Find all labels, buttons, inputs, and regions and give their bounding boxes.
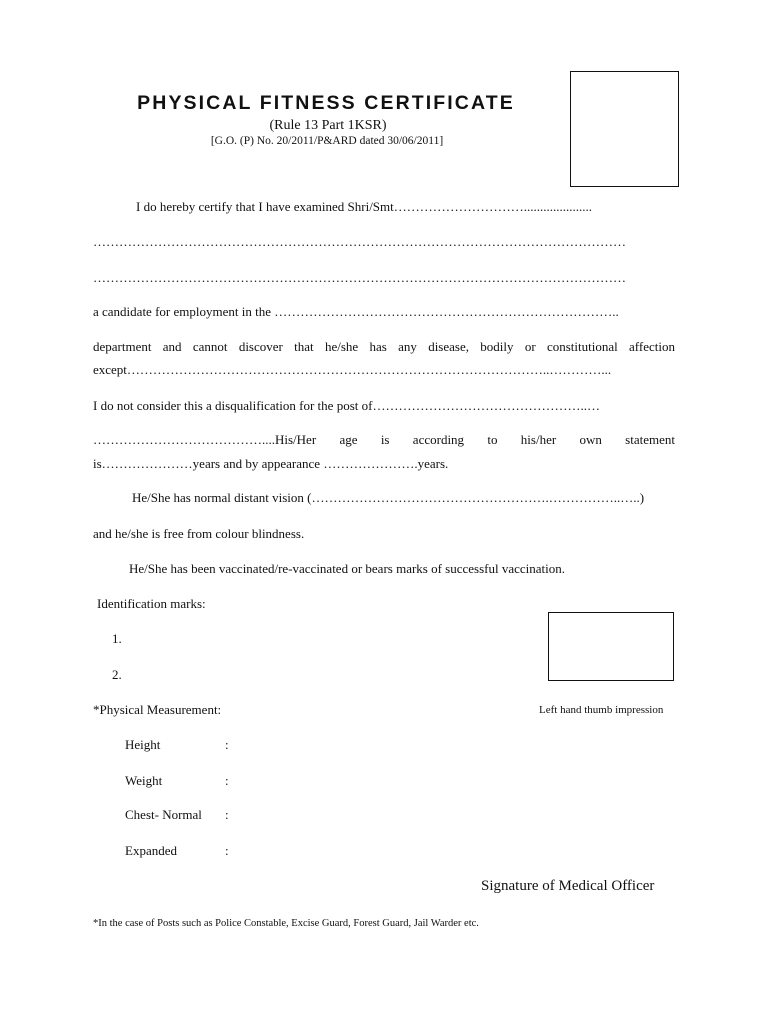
certificate-title: PHYSICAL FITNESS CERTIFICATE (137, 92, 515, 114)
go-reference: [G.O. (P) No. 20/2011/P&ARD dated 30/06/2011] (210, 135, 444, 147)
name-blank-line-1: …………………………………………………………………………………………………………… (93, 234, 626, 249)
chest-normal-label: Chest- Normal (125, 807, 202, 822)
identification-label: Identification marks: (97, 596, 206, 611)
age-statement-line: …………………………………....His/Her age is according to his/her own statement (93, 432, 675, 447)
vision-line: He/She has normal distant vision (……………………………………………….……………..…..) (132, 490, 645, 505)
name-blank-line-2: …………………………………………………………………………………………………………… (93, 270, 626, 285)
except-line: except……………………………………………………………………………………..…………... (93, 362, 612, 377)
expanded-label: Expanded (125, 843, 177, 858)
height-label: Height (125, 737, 161, 752)
expanded-colon: : (225, 843, 229, 858)
thumb-impression-box (548, 612, 674, 681)
photo-box (570, 71, 679, 187)
height-colon: : (225, 737, 229, 752)
colour-blindness-line: and he/she is free from colour blindness. (93, 526, 305, 541)
footnote: *In the case of Posts such as Police Constable, Excise Guard, Forest Guard, Jail Warder etc. (93, 918, 479, 929)
certify-line: I do hereby certify that I have examined Shri/Smt…………………………..................... (136, 199, 593, 214)
chest-normal-colon: : (225, 807, 229, 822)
rule-reference: (Rule 13 Part 1KSR) (269, 118, 387, 133)
thumb-impression-caption: Left hand thumb impression (539, 704, 664, 716)
signature-label: Signature of Medical Officer (481, 878, 655, 894)
identification-item-1: 1. (112, 631, 122, 646)
measurement-label: *Physical Measurement: (93, 702, 222, 717)
department-line: department and cannot discover that he/she has any disease, bodily or constitutional affection (93, 339, 675, 354)
weight-colon: : (225, 773, 229, 788)
age-years-line: is…………………years and by appearance ………………….years. (93, 456, 449, 471)
vaccination-line: He/She has been vaccinated/re-vaccinated or bears marks of successful vaccination. (129, 561, 566, 576)
disqualification-line: I do not consider this a disqualification for the post of…………………………………………..… (93, 398, 600, 413)
weight-label: Weight (125, 773, 163, 788)
employment-line: a candidate for employment in the …………………………………………………………………….. (93, 304, 619, 319)
identification-item-2: 2. (112, 667, 122, 682)
